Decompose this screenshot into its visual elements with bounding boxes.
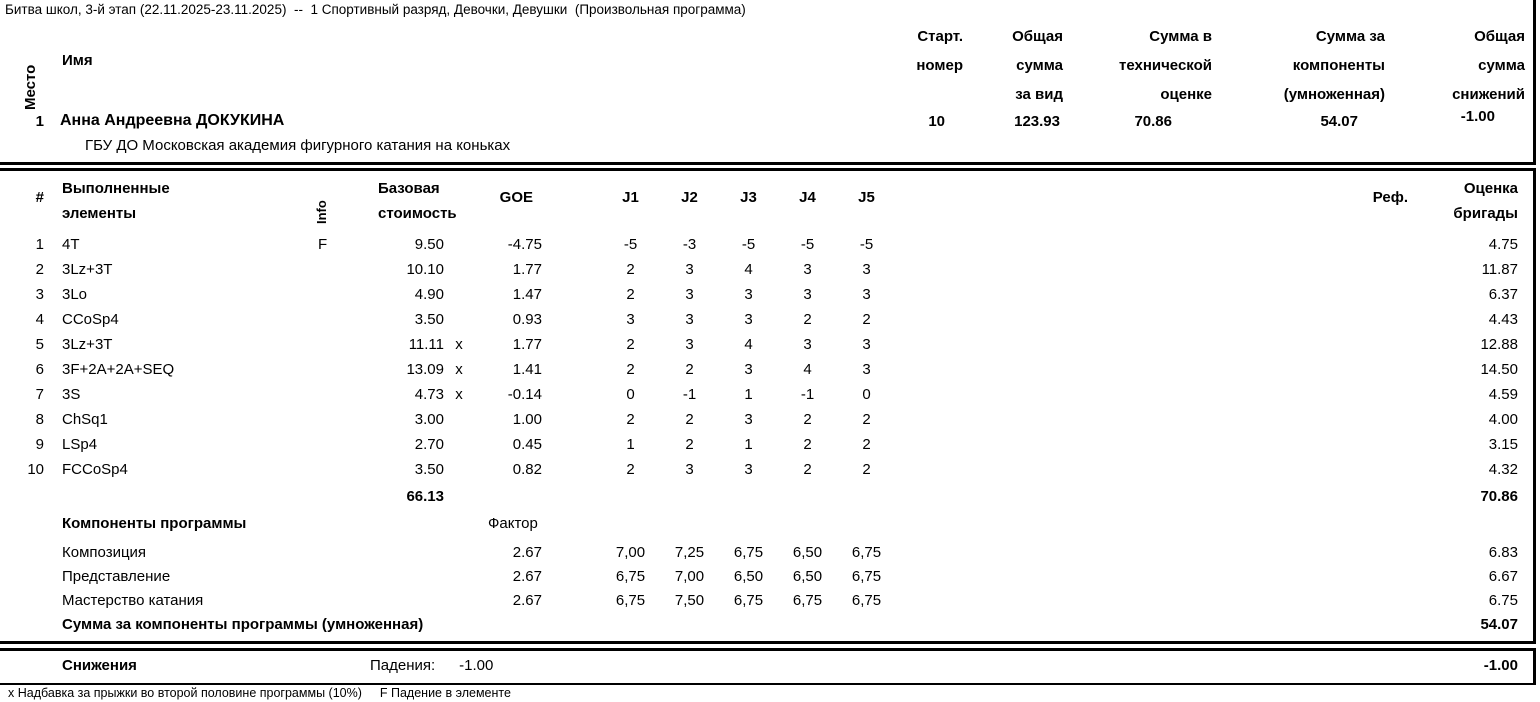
element-info-flag (318, 257, 342, 282)
component-j4-score: 6,50 (792, 568, 823, 585)
element-j2-score: 3 (685, 261, 694, 278)
element-row-6 (0, 357, 1533, 382)
element-j5-score: 2 (862, 461, 871, 478)
element-name: FCCoSp4 (62, 461, 128, 478)
component-panel-score: 6.67 (1488, 568, 1518, 585)
elements-header-panel-line2: бригады (1453, 205, 1518, 222)
element-row-1 (0, 232, 1533, 257)
skater-club: ГБУ ДО Московская академия фигурного катания на коньках (85, 137, 511, 154)
element-x-marker: x (455, 361, 463, 378)
element-j3-score: 3 (744, 361, 753, 378)
element-name: 3F+2A+2A+SEQ (62, 361, 175, 378)
summary-header-place: Место (22, 64, 39, 110)
element-j1-score: 2 (626, 411, 635, 428)
element-j1-score: -5 (623, 236, 638, 253)
elements-header-info: Info (314, 200, 329, 224)
element-base-value: 4.73 (414, 386, 444, 403)
element-j1-score: 0 (626, 386, 635, 403)
element-name: 3Lz+3T (62, 336, 113, 353)
falls-value: -1.00 (459, 657, 494, 674)
element-j1-score: 2 (626, 361, 635, 378)
element-name: CCoSp4 (62, 311, 119, 328)
element-number: 9 (35, 436, 44, 453)
element-name: 3S (62, 386, 81, 403)
page-title: Битва школ, 3-й этап (22.11.2025-23.11.2025) -- 1 Спортивный разряд, Девочки, Девушки (Произвольная программа) (5, 2, 746, 17)
element-j2-score: -1 (682, 386, 697, 403)
element-panel-score: 6.37 (1488, 286, 1518, 303)
component-j3-score: 6,75 (733, 544, 764, 561)
element-number: 5 (35, 336, 44, 353)
elements-header-base-line2: стоимость (378, 205, 457, 222)
element-goe: 1.77 (512, 336, 542, 353)
element-goe: -0.14 (507, 386, 542, 403)
element-j3-score: -5 (741, 236, 756, 253)
element-j4-score: 2 (803, 436, 812, 453)
element-info-flag (318, 332, 342, 357)
element-base-value: 2.70 (414, 436, 444, 453)
element-j5-score: 3 (862, 286, 871, 303)
component-j1-score: 7,00 (615, 544, 646, 561)
element-info-flag: F (318, 236, 328, 253)
footnote (8, 686, 511, 700)
skater-place: 1 (35, 113, 44, 130)
element-goe: 1.00 (512, 411, 542, 428)
components-rows (0, 541, 1533, 613)
element-panel-score: 4.32 (1488, 461, 1518, 478)
skater-deductions-total: -1.00 (1460, 108, 1495, 125)
element-row-3 (0, 282, 1533, 307)
element-j4-score: -1 (800, 386, 815, 403)
element-name: LSp4 (62, 436, 98, 453)
element-j3-score: 3 (744, 461, 753, 478)
summary-header-components-line3: (умноженная) (1283, 86, 1385, 103)
element-number: 10 (27, 461, 44, 478)
elements-header-elements-line2: элементы (62, 205, 137, 222)
element-j5-score: 3 (862, 336, 871, 353)
component-j2-score: 7,25 (674, 544, 705, 561)
component-panel-score: 6.75 (1488, 592, 1518, 609)
element-j1-score: 2 (626, 461, 635, 478)
element-base-value: 11.11 (408, 336, 444, 353)
element-j3-score: 4 (744, 336, 753, 353)
summary-header-total-line2: сумма (1016, 57, 1063, 74)
element-ref (896, 257, 1418, 282)
element-goe: 0.45 (512, 436, 542, 453)
summary-header-total-line1: Общая (1012, 28, 1063, 45)
deductions-row (0, 651, 1533, 681)
falls-label: Падения: (370, 657, 436, 674)
element-j3-score: 3 (744, 311, 753, 328)
element-name: ChSq1 (62, 411, 108, 428)
element-x-marker (444, 457, 474, 482)
element-name: 4T (62, 236, 80, 253)
component-row-1 (0, 541, 1533, 565)
deductions-title: Снижения (62, 657, 137, 674)
elements-header-ref: Реф. (1372, 189, 1408, 206)
total-base-value: 66.13 (406, 488, 444, 505)
skater-components-score: 54.07 (1320, 113, 1358, 130)
element-base-value: 13.09 (406, 361, 444, 378)
summary-header-deductions-line3: снижений (1452, 86, 1525, 103)
component-factor: 2.67 (512, 544, 542, 561)
summary-header-start-number-line2: номер (916, 57, 963, 74)
element-row-8 (0, 407, 1533, 432)
element-j4-score: 2 (803, 461, 812, 478)
component-j3-score: 6,50 (733, 568, 764, 585)
totals-spacer (474, 484, 542, 509)
element-goe: 0.82 (512, 461, 542, 478)
summary-header-components (1195, 22, 1385, 109)
component-j2-score: 7,00 (674, 568, 705, 585)
elements-header-elements (62, 176, 170, 226)
element-j3-score: 1 (744, 386, 753, 403)
summary-header-deductions-line2: сумма (1478, 57, 1525, 74)
element-name: 3Lz+3T (62, 261, 113, 278)
element-j4-score: 2 (803, 311, 812, 328)
component-name: Композиция (62, 544, 147, 561)
summary-header-components-line2: компоненты (1292, 57, 1385, 74)
element-panel-score: 4.59 (1488, 386, 1518, 403)
element-j1-score: 1 (626, 436, 635, 453)
element-name: 3Lo (62, 286, 88, 303)
element-j5-score: 3 (862, 361, 871, 378)
element-x-marker (444, 407, 474, 432)
summary-header-technical-line2: технической (1118, 57, 1212, 74)
element-j5-score: -5 (859, 236, 874, 253)
elements-rows (0, 232, 1533, 482)
element-x-marker (444, 282, 474, 307)
totals-spacer (0, 484, 44, 509)
component-name: Мастерство катания (62, 592, 204, 609)
element-info-flag (318, 282, 342, 307)
element-row-7 (0, 382, 1533, 407)
element-j2-score: 2 (685, 436, 694, 453)
elements-header-panel-line1: Оценка (1463, 180, 1518, 197)
skater-name: Анна Андреевна ДОКУКИНА (60, 112, 285, 129)
element-j5-score: 2 (862, 411, 871, 428)
summary-header-technical-line3: оценке (1160, 86, 1212, 103)
element-j2-score: -3 (682, 236, 697, 253)
component-name: Представление (62, 568, 171, 585)
component-j2-score: 7,50 (674, 592, 705, 609)
element-j2-score: 3 (685, 336, 694, 353)
element-x-marker (444, 307, 474, 332)
summary-header-total-line3: за вид (1015, 86, 1063, 103)
element-j1-score: 2 (626, 286, 635, 303)
element-ref (896, 432, 1418, 457)
element-number: 3 (35, 286, 44, 303)
element-j3-score: 3 (744, 411, 753, 428)
element-ref (896, 407, 1418, 432)
element-j5-score: 3 (862, 261, 871, 278)
footnote-x-note: х Надбавка за прыжки во второй половине программы (10%) (8, 686, 362, 700)
component-row-2 (0, 565, 1533, 589)
element-row-10 (0, 457, 1533, 482)
element-j3-score: 4 (744, 261, 753, 278)
components-sum-score: 54.07 (1480, 616, 1518, 633)
element-ref (896, 457, 1418, 482)
element-goe: -4.75 (507, 236, 542, 253)
element-j4-score: 3 (803, 286, 812, 303)
element-info-flag (318, 357, 342, 382)
element-x-marker: x (455, 336, 463, 353)
element-number: 8 (35, 411, 44, 428)
element-j1-score: 3 (626, 311, 635, 328)
totals-spacer (444, 484, 474, 509)
element-j5-score: 2 (862, 311, 871, 328)
element-j3-score: 1 (744, 436, 753, 453)
element-j2-score: 3 (685, 461, 694, 478)
elements-header-num: # (35, 189, 44, 206)
elements-header-base-value (378, 176, 457, 226)
elements-header-panel-score (1408, 176, 1518, 226)
component-factor: 2.67 (512, 592, 542, 609)
summary-header-components-line1: Сумма за (1315, 28, 1385, 45)
element-row-5 (0, 332, 1533, 357)
element-goe: 1.47 (512, 286, 542, 303)
deductions-total: -1.00 (1483, 657, 1518, 674)
element-panel-score: 3.15 (1488, 436, 1518, 453)
element-j1-score: 2 (626, 261, 635, 278)
component-j1-score: 6,75 (615, 592, 646, 609)
element-number: 4 (35, 311, 44, 328)
totals-spacer (318, 484, 342, 509)
skater-technical-score: 70.86 (1134, 113, 1172, 130)
element-x-marker (444, 432, 474, 457)
element-base-value: 4.90 (414, 286, 444, 303)
element-info-flag (318, 307, 342, 332)
element-base-value: 3.50 (414, 461, 444, 478)
element-ref (896, 307, 1418, 332)
element-info-flag (318, 457, 342, 482)
element-base-value: 10.10 (406, 261, 444, 278)
component-j4-score: 6,50 (792, 544, 823, 561)
element-goe: 0.93 (512, 311, 542, 328)
element-j4-score: 3 (803, 336, 812, 353)
element-number: 2 (35, 261, 44, 278)
elements-totals-row (0, 484, 1533, 509)
element-base-value: 9.50 (414, 236, 444, 253)
totals-spacer (62, 484, 308, 509)
skater-total-segment-score: 123.93 (1014, 113, 1060, 130)
component-factor: 2.67 (512, 568, 542, 585)
element-j1-score: 2 (626, 336, 635, 353)
element-ref (896, 332, 1418, 357)
element-number: 6 (35, 361, 44, 378)
footnote-f-note: F Падение в элементе (379, 686, 511, 700)
elements-header-j2: J2 (681, 189, 698, 206)
summary-header-technical-line1: Сумма в (1149, 28, 1212, 45)
element-info-flag (318, 407, 342, 432)
element-row-9 (0, 432, 1533, 457)
element-info-flag (318, 432, 342, 457)
components-sum-row (0, 613, 1533, 637)
element-j2-score: 3 (685, 286, 694, 303)
skater-start-number: 10 (928, 113, 945, 130)
element-number: 7 (35, 386, 44, 403)
element-panel-score: 12.88 (1480, 336, 1518, 353)
element-x-marker (444, 257, 474, 282)
component-j3-score: 6,75 (733, 592, 764, 609)
component-row-3 (0, 589, 1533, 613)
element-panel-score: 4.00 (1488, 411, 1518, 428)
component-ref (896, 589, 1418, 613)
element-base-value: 3.00 (414, 411, 444, 428)
component-j5-score: 6,75 (851, 568, 882, 585)
element-j4-score: -5 (800, 236, 815, 253)
elements-header-base-line1: Базовая (378, 180, 440, 197)
element-panel-score: 4.43 (1488, 311, 1518, 328)
element-panel-score: 4.75 (1488, 236, 1518, 253)
elements-header-goe: GOE (499, 189, 533, 206)
component-j5-score: 6,75 (851, 592, 882, 609)
element-x-marker (444, 232, 474, 257)
elements-header-j4: J4 (799, 189, 816, 206)
component-j1-score: 6,75 (615, 568, 646, 585)
element-info-flag (318, 382, 342, 407)
element-goe: 1.41 (512, 361, 542, 378)
element-j4-score: 4 (803, 361, 812, 378)
summary-header-technical (1032, 22, 1212, 109)
totals-spacer (542, 484, 1418, 509)
components-sum-label: Сумма за компоненты программы (умноженная) (62, 616, 424, 633)
element-j3-score: 3 (744, 286, 753, 303)
component-panel-score: 6.83 (1488, 544, 1518, 561)
element-j5-score: 0 (862, 386, 871, 403)
components-title: Компоненты программы (62, 515, 247, 532)
element-ref (896, 282, 1418, 307)
component-j4-score: 6,75 (792, 592, 823, 609)
components-factor-label: Фактор (488, 515, 538, 532)
double-rule-top (0, 162, 1536, 165)
element-base-value: 3.50 (414, 311, 444, 328)
element-row-4 (0, 307, 1533, 332)
element-j4-score: 3 (803, 261, 812, 278)
element-ref (896, 357, 1418, 382)
element-panel-score: 14.50 (1480, 361, 1518, 378)
elements-header-j5: J5 (858, 189, 875, 206)
element-ref (896, 232, 1418, 257)
component-ref (896, 541, 1418, 565)
summary-header-start-number-line1: Старт. (917, 28, 963, 45)
element-goe: 1.77 (512, 261, 542, 278)
components-sum-spacer (762, 613, 1418, 637)
elements-header-j3: J3 (740, 189, 757, 206)
element-j4-score: 2 (803, 411, 812, 428)
summary-header-deductions (1395, 22, 1525, 109)
summary-header-name: Имя (62, 52, 93, 69)
elements-header-elements-line1: Выполненные (62, 180, 170, 197)
element-j5-score: 2 (862, 436, 871, 453)
element-j2-score: 3 (685, 311, 694, 328)
total-panel-score: 70.86 (1480, 488, 1518, 505)
element-number: 1 (35, 236, 44, 253)
element-x-marker: x (455, 386, 463, 403)
element-row-2 (0, 257, 1533, 282)
summary-header-deductions-line1: Общая (1474, 28, 1525, 45)
element-j2-score: 2 (685, 361, 694, 378)
elements-header-j1: J1 (622, 189, 639, 206)
component-j5-score: 6,75 (851, 544, 882, 561)
component-ref (896, 565, 1418, 589)
element-j2-score: 2 (685, 411, 694, 428)
deductions-spacer (493, 651, 1418, 681)
element-panel-score: 11.87 (1481, 261, 1518, 278)
element-ref (896, 382, 1418, 407)
